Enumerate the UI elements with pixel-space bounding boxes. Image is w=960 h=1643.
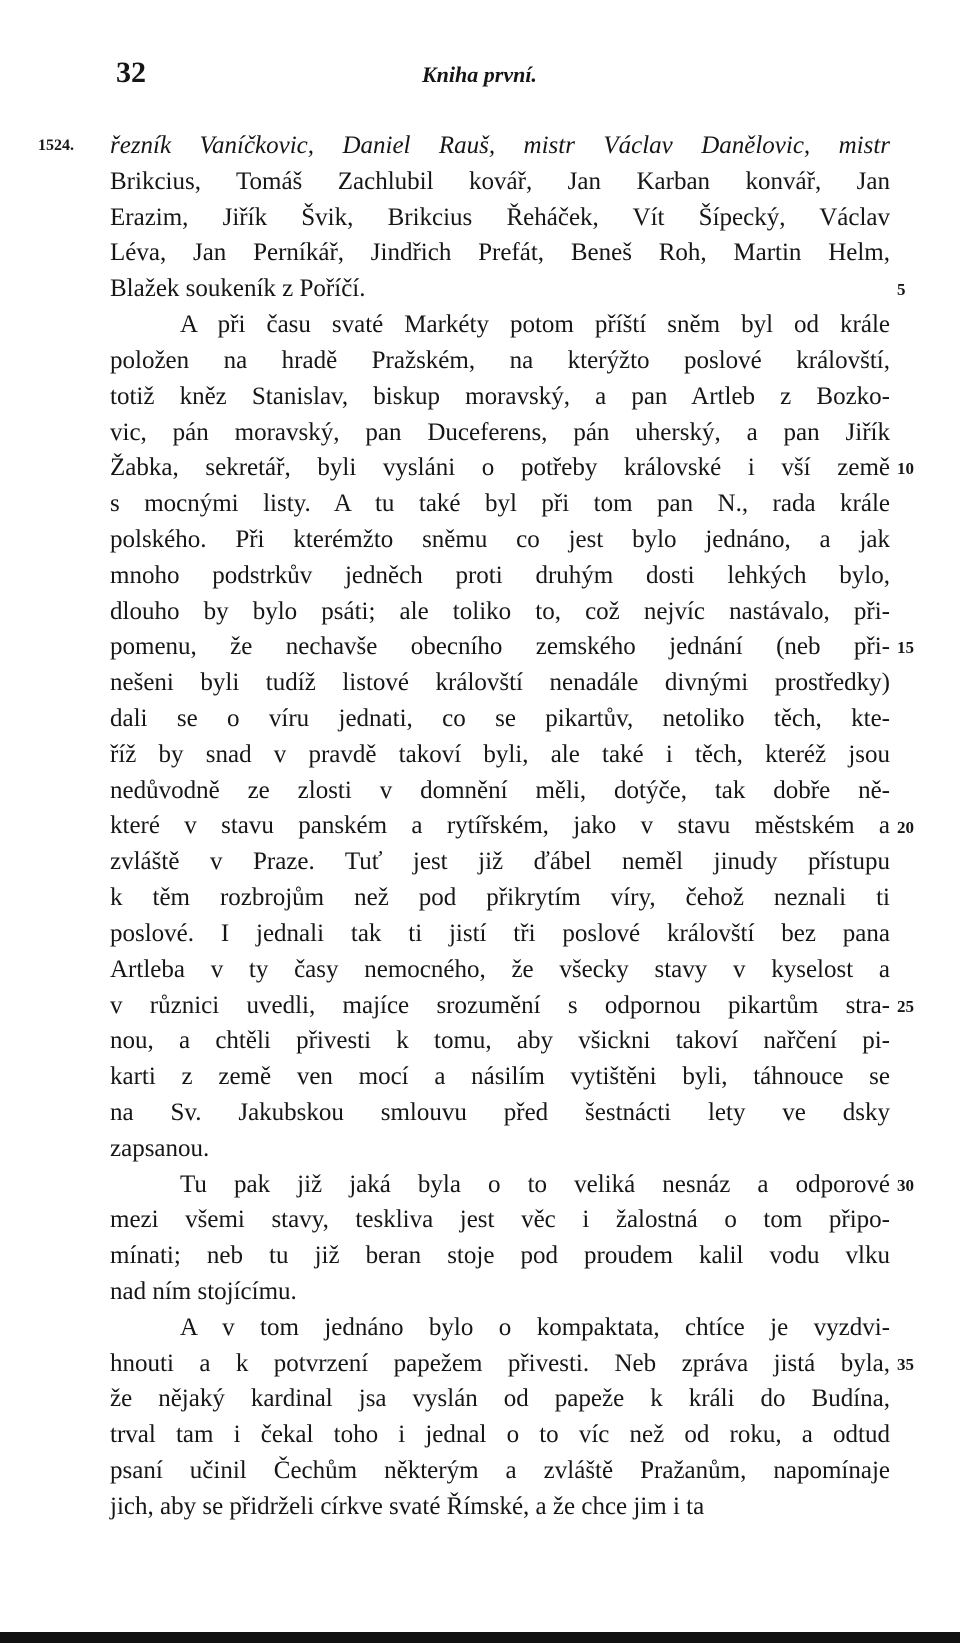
text-line: Žabka, sekretář, byli vysláni o potřeby královské i vší země [110, 454, 890, 482]
text-line: nedůvodně ze zlosti v domnění měli, dotýče, tak dobře ně- [110, 776, 890, 804]
paragraph [110, 1167, 890, 1310]
paragraph [110, 307, 890, 1167]
text-line: A při času svaté Markéty potom příští sněm byl od krále [180, 311, 890, 339]
scan-bottom-edge [0, 1632, 960, 1643]
text-line: A v tom jednáno bylo o kompaktata, chtíce je vyzdvi- [180, 1313, 890, 1341]
text-line: hnouti a k potvrzení papežem přivesti. Neb zpráva jistá byla, [110, 1349, 890, 1377]
text-line: Brikcius, Tomáš Zachlubil kovář, Jan Karban konvář, Jan [110, 167, 890, 195]
text-line: dlouho by bylo psáti; ale toliko to, což nejvíc nastávalo, při- [110, 597, 890, 625]
text-line: vic, pán moravský, pan Duceferens, pán uherský, a pan Jiřík [110, 418, 890, 446]
text-line: na Sv. Jakubskou smlouvu před šestnácti lety ve dsky [110, 1098, 890, 1126]
text-line: Tu pak již jaká byla o to veliká nesnáz a odporové [180, 1170, 890, 1198]
text-line: mezi všemi stavy, teskliva jest věc i žalostná o tom připo- [110, 1206, 890, 1234]
line-number: 25 [897, 996, 914, 1016]
running-head: Kniha první. [422, 62, 537, 87]
margin-year: 1524. [38, 137, 74, 154]
text-line: položen na hradě Pražském, na kterýžto poslové královští, [110, 346, 890, 374]
page-number: 32 [116, 56, 146, 89]
line-number: 15 [897, 638, 914, 658]
text-line: Blažek soukeník z Poříčí. [110, 275, 366, 303]
text-line: polského. Při kterémžto sněmu co jest bylo jednáno, a jak [110, 525, 890, 553]
text-line: dali se o víru jednati, co se pikartův, netoliko těch, kte- [110, 705, 890, 732]
text-line: Léva, Jan Perníkář, Jindřich Prefát, Beneš Roh, Martin Helm, [110, 239, 890, 267]
text-line: Artleba v ty časy nemocného, že všecky stavy v kyselost a [110, 955, 890, 983]
text-line: jich, aby se přidrželi církve svaté Římské, a že chce jim i ta [110, 1492, 705, 1520]
line-number: 30 [897, 1175, 914, 1195]
paragraph [110, 128, 890, 307]
text-line: zvláště v Praze. Tuť jest již ďábel neměl jinudy přístupu [110, 848, 890, 876]
text-line: mínati; neb tu již beran stoje pod proudem kalil vodu vlku [110, 1242, 890, 1270]
text-line: zapsanou. [110, 1134, 210, 1162]
line-number: 5 [897, 280, 906, 300]
text-line: s mocnými listy. A tu také byl při tom pan N., rada krále [110, 490, 890, 518]
body-text [110, 128, 890, 1525]
text-line: poslové. I jednali tak ti jistí tři poslové královští bez pana [110, 919, 890, 947]
line-number: 20 [897, 817, 914, 837]
text-line: které v stavu panském a rytířském, jako v stavu městském a [110, 812, 890, 840]
text-line: pomenu, že nechavše obecního zemského jednání (neb při- [110, 633, 890, 661]
text-line: řezník Vaníčkovic, Daniel Rauš, mistr Václav Danělovic, mistr [110, 132, 890, 159]
text-line: říž by snad v pravdě takoví byli, ale také i těch, kteréž jsou [110, 740, 890, 768]
text-line: psaní učinil Čechům některým a zvláště Pražanům, napomínaje [110, 1457, 890, 1485]
line-number: 35 [897, 1354, 914, 1374]
paragraph [110, 1310, 890, 1525]
text-line: že nějaký kardinal jsa vyslán od papeže k králi do Budína, [110, 1385, 890, 1413]
text-line: mnoho podstrkův jedněch proti druhým dosti lehkých bylo, [110, 561, 890, 589]
text-line: nešeni byli tudíž listové královští nenadále divnými prostředky) [110, 669, 890, 697]
text-line: Erazim, Jiřík Švik, Brikcius Řeháček, Vít Šípecký, Václav [110, 203, 890, 231]
line-number: 10 [897, 459, 914, 479]
text-line: karti z země ven mocí a násilím vytištěni byli, táhnouce se [110, 1063, 890, 1091]
text-line: k těm rozbrojům než pod přikrytím víry, čehož neznali ti [110, 884, 890, 912]
text-line: nou, a chtěli přivesti k tomu, aby všickni takoví nařčení pi- [110, 1027, 890, 1055]
text-line: nad ním stojícímu. [110, 1278, 297, 1305]
text-line: v různici uvedli, majíce srozumění s odpornou pikartům stra- [110, 991, 890, 1019]
text-line: trval tam i čekal toho i jednal o to víc než od roku, a odtud [110, 1421, 890, 1449]
text-line: totiž kněz Stanislav, biskup moravský, a pan Artleb z Bozko- [110, 382, 890, 410]
